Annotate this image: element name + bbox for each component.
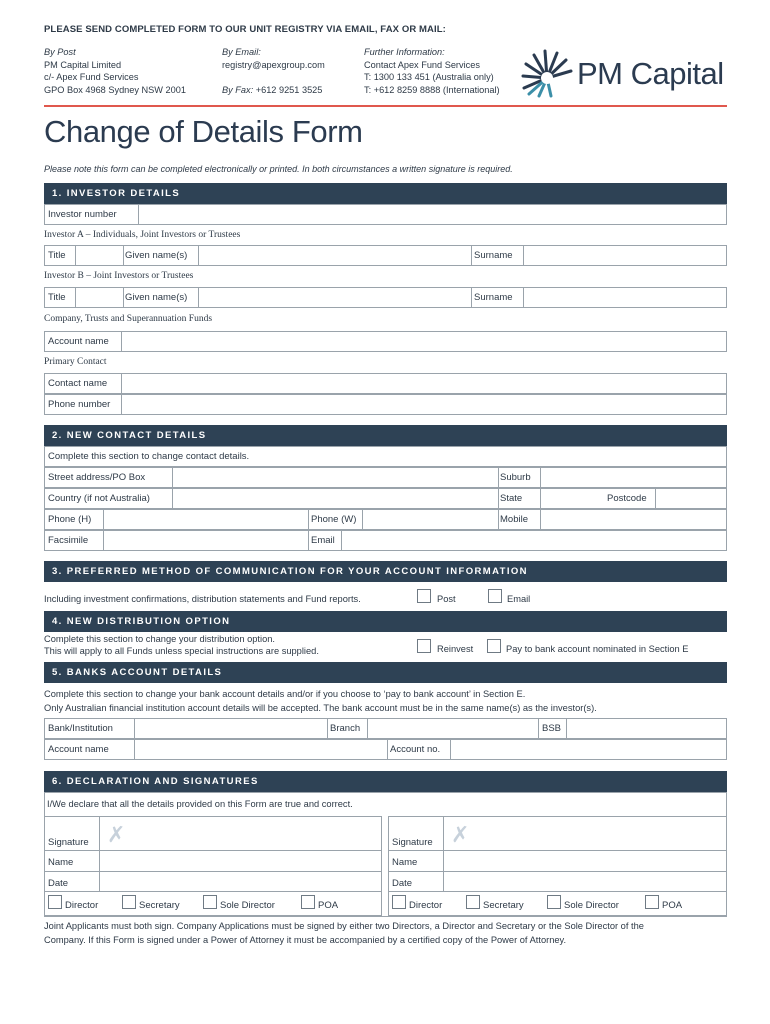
pm-capital-logo	[519, 48, 729, 100]
bank-account-name-field[interactable]	[134, 740, 387, 759]
logo-sunburst-icon	[519, 48, 575, 98]
contact-intro: Complete this section to change contact details.	[48, 451, 250, 462]
signatory-1-director-checkbox[interactable]	[48, 895, 62, 909]
phone-number-label: Phone number	[48, 399, 111, 410]
distribution-intro-2: This will apply to all Funds unless special instructions are supplied.	[44, 646, 319, 656]
state-label: State	[500, 493, 523, 504]
secretary-label: Secretary	[483, 900, 524, 911]
secretary-label: Secretary	[139, 900, 180, 911]
name-label: Name	[392, 857, 418, 868]
investor-b-row	[44, 287, 727, 308]
account-name-field[interactable]	[121, 332, 726, 351]
signatory-1-sole-director-checkbox[interactable]	[203, 895, 217, 909]
section-5-heading: 5. BANKS ACCOUNT DETAILS	[44, 662, 727, 683]
signatory-1-name-field[interactable]	[100, 851, 381, 871]
account-no-label: Account no.	[390, 744, 441, 755]
bank-intro-2: Only Australian financial institution account details will be accepted. The bank account must be in the same name(s) as the investor(s).	[44, 703, 597, 713]
email-label: By Email:	[222, 47, 261, 57]
post-checkbox[interactable]	[417, 589, 431, 603]
section-6-heading: 6. DECLARATION AND SIGNATURES	[44, 771, 727, 792]
signatory-2-director-checkbox[interactable]	[392, 895, 406, 909]
pay-to-bank-checkbox[interactable]	[487, 639, 501, 653]
investor-b-title-field[interactable]	[75, 288, 123, 307]
country-row	[44, 488, 727, 509]
contact-name-field[interactable]	[121, 374, 726, 393]
bank-account-name-label: Account name	[48, 744, 109, 755]
send-instructions-title: PLEASE SEND COMPLETED FORM TO OUR UNIT REGISTRY VIA EMAIL, FAX OR MAIL:	[44, 24, 446, 35]
pay-to-bank-label: Pay to bank account nominated in Section E	[506, 644, 689, 654]
investor-a-title-field[interactable]	[75, 246, 123, 265]
account-name-row	[44, 331, 727, 352]
phone-row	[44, 509, 727, 530]
bsb-field[interactable]	[566, 719, 726, 738]
email-address[interactable]: registry@apexgroup.com	[222, 59, 325, 70]
signatory-2-box	[388, 816, 727, 916]
post-address-block	[44, 46, 186, 96]
title-label: Title	[48, 250, 66, 261]
sole-director-label: Sole Director	[564, 900, 619, 911]
poa-label: POA	[662, 900, 683, 911]
info-line: Contact Apex Fund Services	[364, 59, 480, 70]
investor-a-given-field[interactable]	[198, 246, 471, 265]
phone-w-label: Phone (W)	[311, 514, 357, 525]
facsimile-label: Facsimile	[48, 535, 89, 546]
investor-b-surname-field[interactable]	[523, 288, 726, 307]
date-label: Date	[48, 878, 69, 889]
reinvest-label: Reinvest	[437, 644, 474, 654]
signatory-2-date-field[interactable]	[444, 872, 726, 891]
investor-number-row	[44, 204, 727, 225]
investor-a-row	[44, 245, 727, 266]
sign-here-x-icon: ✗	[107, 823, 126, 848]
primary-contact-heading: Primary Contact	[44, 357, 107, 367]
director-label: Director	[409, 900, 443, 911]
post-label: By Post	[44, 47, 76, 57]
info-line: T: 1300 133 451 (Australia only)	[364, 72, 494, 82]
post-line: c/- Apex Fund Services	[44, 72, 139, 82]
phone-w-field[interactable]	[362, 510, 498, 529]
bank-field[interactable]	[134, 719, 327, 738]
company-heading: Company, Trusts and Superannuation Funds	[44, 314, 213, 324]
section-4-heading: 4. NEW DISTRIBUTION OPTION	[44, 611, 727, 632]
postcode-label: Postcode	[607, 493, 647, 504]
further-info-block	[364, 46, 500, 96]
reinvest-checkbox[interactable]	[417, 639, 431, 653]
declaration-text: I/We declare that all the details provided on this Form are true and correct.	[47, 799, 353, 809]
email-fax-block	[222, 46, 325, 96]
investor-number-label: Investor number	[48, 209, 117, 220]
signatory-1-poa-checkbox[interactable]	[301, 895, 315, 909]
phone-h-field[interactable]	[103, 510, 308, 529]
street-row	[44, 467, 727, 488]
fax-email-row	[44, 530, 727, 551]
director-label: Director	[65, 900, 99, 911]
investor-a-surname-field[interactable]	[523, 246, 726, 265]
facsimile-field[interactable]	[103, 531, 308, 550]
footer-note-1: Joint Applicants must both sign. Company Applications must be signed by either two Directors, a Director and Secretary or the Sole Director of the	[44, 921, 644, 931]
sign-here-x-icon: ✗	[451, 823, 470, 848]
form-note: Please note this form can be completed electronically or printed. In both circumstances a written signature is required.	[44, 164, 513, 174]
contact-intro-row	[44, 446, 727, 467]
section-1-heading: 1. INVESTOR DETAILS	[44, 183, 727, 204]
info-label: Further Information:	[364, 47, 445, 57]
header-divider	[44, 105, 727, 107]
investor-number-field[interactable]	[138, 205, 726, 224]
post-line: GPO Box 4968 Sydney NSW 2001	[44, 84, 186, 95]
distribution-intro-1: Complete this section to change your distribution option.	[44, 634, 276, 644]
sole-director-label: Sole Director	[220, 900, 275, 911]
contact-name-label: Contact name	[48, 378, 108, 389]
state-field[interactable]	[540, 489, 604, 508]
date-label: Date	[392, 878, 413, 889]
signatory-2-name-field[interactable]	[444, 851, 726, 871]
surname-label: Surname	[474, 250, 513, 261]
info-line: T: +612 8259 8888 (International)	[364, 84, 500, 95]
branch-field[interactable]	[367, 719, 538, 738]
signatory-1-signature-field[interactable]	[100, 817, 381, 850]
signature-label: Signature	[392, 837, 433, 848]
signatory-2-sole-director-checkbox[interactable]	[547, 895, 561, 909]
phone-number-field[interactable]	[121, 395, 726, 414]
name-label: Name	[48, 857, 74, 868]
suburb-field[interactable]	[540, 468, 726, 487]
contact-name-row	[44, 373, 727, 394]
section-3-heading: 3. PREFERRED METHOD OF COMMUNICATION FOR YOUR ACCOUNT INFORMATION	[44, 561, 727, 582]
fax-number: +612 9251 3525	[255, 84, 323, 95]
investor-b-given-field[interactable]	[198, 288, 471, 307]
postcode-field[interactable]	[655, 489, 726, 508]
email-field[interactable]	[341, 531, 726, 550]
logo-text: PM Capital	[577, 56, 724, 91]
signatory-1-box	[44, 816, 382, 916]
poa-label: POA	[318, 900, 339, 911]
signatory-2-secretary-checkbox[interactable]	[466, 895, 480, 909]
account-no-field[interactable]	[450, 740, 726, 759]
bsb-label: BSB	[542, 723, 562, 734]
footer-note-2: Company. If this Form is signed under a Power of Attorney it must be accompanied by a certified copy of the Power of Attorney.	[44, 935, 567, 945]
country-field[interactable]	[172, 489, 498, 508]
given-name-label: Given name(s)	[125, 292, 188, 303]
section-2-heading: 2. NEW CONTACT DETAILS	[44, 425, 727, 446]
phone-h-label: Phone (H)	[48, 514, 92, 525]
phone-number-row	[44, 394, 727, 415]
investor-b-heading: Investor B – Joint Investors or Trustees	[44, 271, 194, 281]
street-label: Street address/PO Box	[48, 472, 146, 483]
bank-account-row	[44, 739, 727, 760]
post-option-label: Post	[437, 594, 456, 604]
branch-label: Branch	[330, 723, 361, 734]
signatory-2-poa-checkbox[interactable]	[645, 895, 659, 909]
page-title: Change of Details Form	[44, 114, 363, 149]
signatory-1-secretary-checkbox[interactable]	[122, 895, 136, 909]
bank-label: Bank/Institution	[48, 723, 113, 734]
given-name-label: Given name(s)	[125, 250, 188, 261]
post-line: PM Capital Limited	[44, 59, 122, 70]
country-label: Country (if not Australia)	[48, 493, 150, 504]
account-name-label: Account name	[48, 336, 109, 347]
mobile-field[interactable]	[540, 510, 726, 529]
bank-intro-1: Complete this section to change your bank account details and/or if you choose to ‘pay to bank account’ in Section E.	[44, 689, 526, 699]
communication-intro: Including investment confirmations, distribution statements and Fund reports.	[44, 594, 361, 604]
mobile-label: Mobile	[500, 514, 528, 525]
email-label: Email	[311, 535, 335, 546]
suburb-label: Suburb	[500, 472, 531, 483]
title-label: Title	[48, 292, 66, 303]
signature-label: Signature	[48, 837, 89, 848]
email-option-label: Email	[507, 594, 531, 604]
signatory-2-signature-field[interactable]	[444, 817, 726, 850]
investor-a-heading: Investor A – Individuals, Joint Investors or Trustees	[44, 230, 241, 240]
bank-row	[44, 718, 727, 739]
email-checkbox[interactable]	[488, 589, 502, 603]
street-field[interactable]	[172, 468, 498, 487]
fax-label: By Fax:	[222, 84, 254, 95]
surname-label: Surname	[474, 292, 513, 303]
signatory-1-date-field[interactable]	[100, 872, 381, 891]
